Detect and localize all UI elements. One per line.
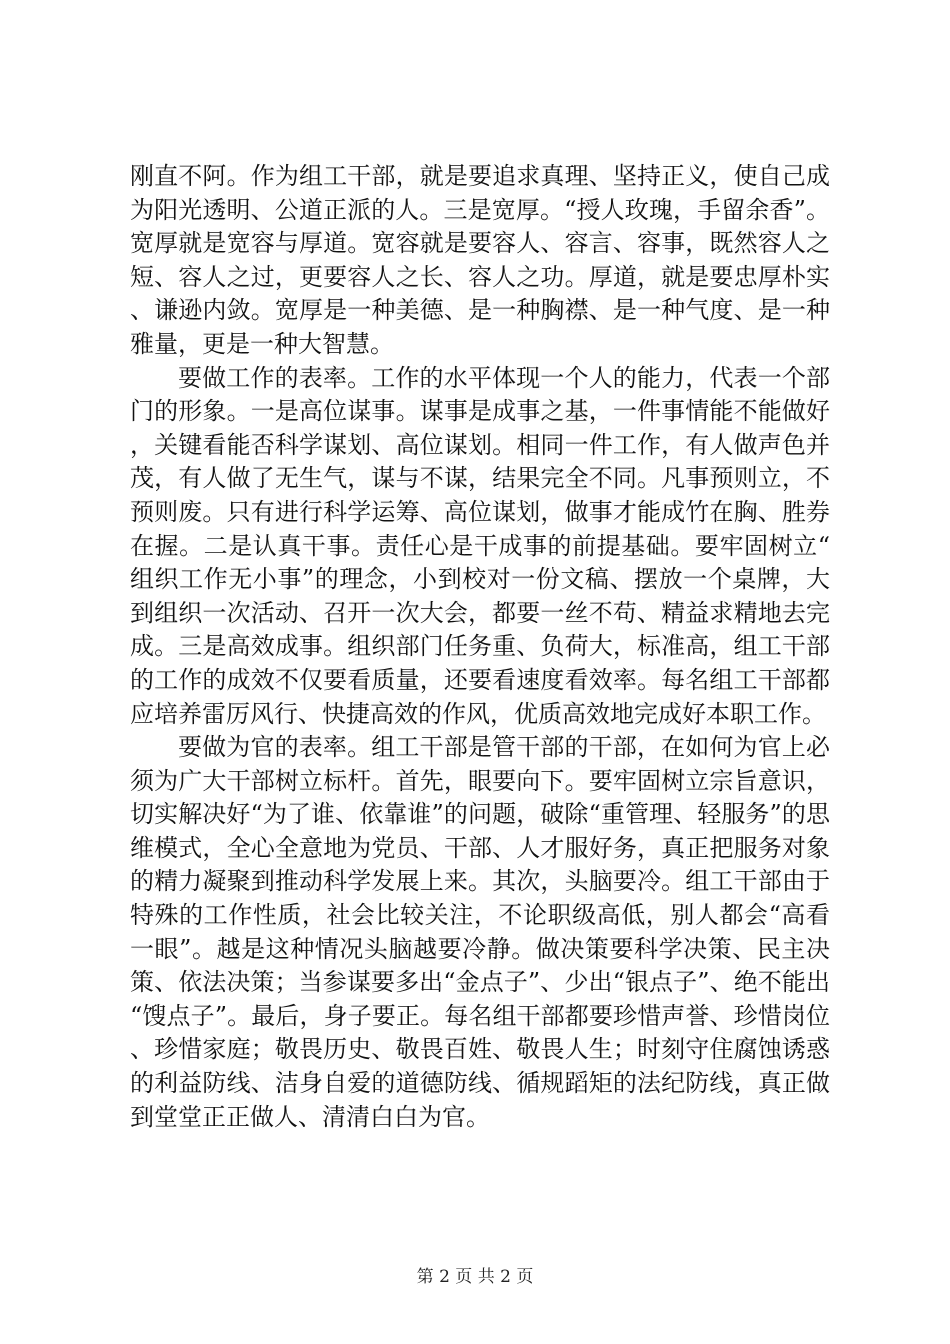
paragraph-official-example: 要做为官的表率。组工干部是管干部的干部，在如何为官上必须为广大干部树立标杆。首先，眼要向下。要牢固树立宗旨意识，切实解决好“为了谁、依靠谁”的问题，破除“重管理、轻服务”的思维模式，全心全意地为党员、干部、人才服好务，真正把服务对象的精力凝聚到推动科学发展上来。其次，头脑要冷。组工干部由于特殊的工作性质，社会比较关注，不论职级高低，别人都会“高看一眼”。越是这种情况头脑越要冷静。做决策要科学决策、民主决策、依法决策；当参谋要多出“金点子”、少出“银点子”、绝不能出“馊点子”。最后，身子要正。每名组干部都要珍惜声誉、珍惜岗位、珍惜家庭；敬畏历史、敬畏百姓、敬畏人生；时刻守住腐蚀诱惑的利益防线、洁身自爱的道德防线、循规蹈矩的法纪防线，真正做到堂堂正正做人、清清白白为官。 [130,733,830,1131]
paragraph-continuation: 刚直不阿。作为组工干部，就是要追求真理、坚持正义，使自己成为阳光透明、公道正派的人。三是宽厚。“授人玫瑰，手留余香”。宽厚就是宽容与厚道。宽容就是要容人、容言、容事，既然容人之短、容人之过，更要容人之长、容人之功。厚道，就是要忠厚朴实、谦逊内敛。宽厚是一种美德、是一种胸襟、是一种气度、是一种雅量，更是一种大智慧。 [130,162,830,358]
page-footer: 第 2 页 共 2 页 [416,1267,534,1287]
body-text [130,160,830,1134]
paragraph-work-example: 要做工作的表率。工作的水平体现一个人的能力，代表一个部门的形象。一是高位谋事。谋事是成事之基，一件事情能不能做好，关键看能否科学谋划、高位谋划。相同一件工作，有人做声色并茂，有人做了无生气，谋与不谋，结果完全不同。凡事预则立，不预则废。只有进行科学运筹、高位谋划，做事才能成竹在胸、胜券在握。二是认真干事。责任心是干成事的前提基础。要牢固树立“组织工作无小事”的理念，小到校对一份文稿、摆放一个桌牌，大到组织一次活动、召开一次大会，都要一丝不苟、精益求精地去完成。三是高效成事。组织部门任务重、负荷大，标准高，组工干部的工作的成效不仅要看质量，还要看速度看效率。每名组工干部都应培养雷厉风行、快捷高效的作风，优质高效地完成好本职工作。 [130,363,830,728]
